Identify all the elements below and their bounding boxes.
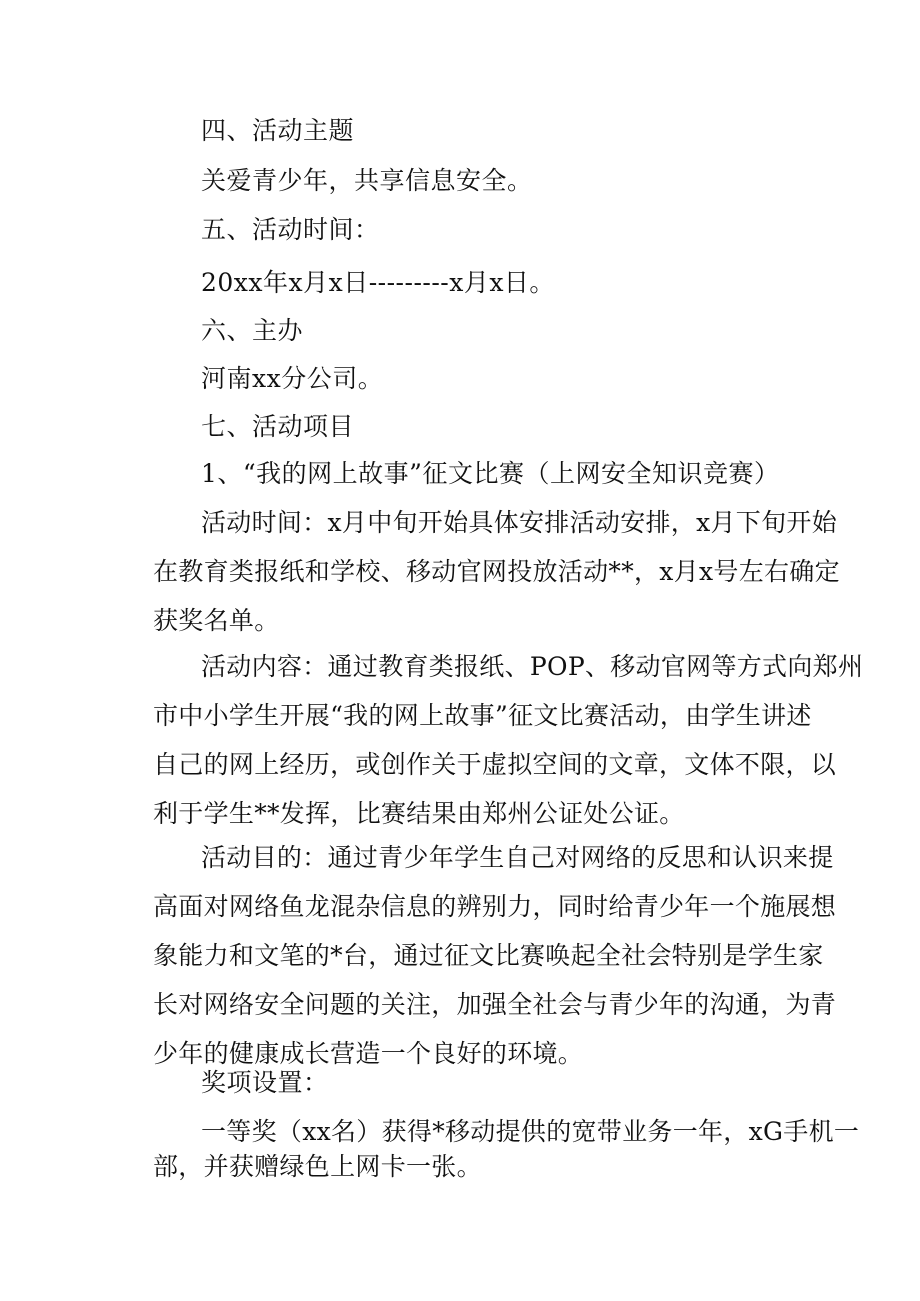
paragraph-line: 少年的健康成长营造一个良好的环境。 bbox=[153, 1039, 584, 1068]
award-1-paragraph bbox=[153, 1117, 860, 1201]
paragraph-line: 活动内容：通过教育类报纸、POP、移动官网等方式向郑州 bbox=[201, 652, 864, 681]
activity-goal-paragraph bbox=[153, 843, 837, 1088]
time-text: 20xx年x月x日---------x月x日。 bbox=[201, 268, 555, 297]
paragraph-line: 象能力和文笔的*台，通过征文比赛唤起全社会特别是学生家 bbox=[153, 941, 824, 970]
paragraph-line: 一等奖（xx名）获得*移动提供的宽带业务一年，xG手机一 bbox=[201, 1117, 860, 1146]
paragraph-line: 利于学生**发挥，比赛结果由郑州公证处公证。 bbox=[153, 799, 685, 828]
paragraph-line: 获奖名单。 bbox=[153, 606, 280, 635]
paragraph-line: 在教育类报纸和学校、移动官网投放活动**，x月x号左右确定 bbox=[153, 557, 840, 586]
activity-time-paragraph bbox=[153, 508, 840, 655]
paragraph-line: 部，并获赠绿色上网卡一张。 bbox=[153, 1152, 482, 1181]
paragraph-line: 市中小学生开展“我的网上故事”征文比赛活动，由学生讲述 bbox=[153, 701, 812, 730]
organizer-text: 河南xx分公司。 bbox=[201, 364, 384, 393]
paragraph-line: 自己的网上经历，或创作关于虚拟空间的文章，文体不限，以 bbox=[153, 750, 837, 779]
paragraph-line: 活动时间：x月中旬开始具体安排活动安排，x月下旬开始 bbox=[201, 508, 838, 537]
heading-4: 四、活动主题 bbox=[201, 116, 355, 145]
heading-7: 七、活动项目 bbox=[201, 412, 355, 441]
paragraph-line: 长对网络安全问题的关注，加强全社会与青少年的沟通，为青 bbox=[153, 990, 837, 1019]
theme-text: 关爱青少年，共享信息安全。 bbox=[201, 166, 533, 195]
paragraph-line: 活动目的：通过青少年学生自己对网络的反思和认识来提 bbox=[201, 843, 834, 872]
activity-content-paragraph bbox=[153, 652, 864, 848]
paragraph-line: 高面对网络鱼龙混杂信息的辨别力，同时给青少年一个施展想 bbox=[153, 892, 837, 921]
item-1-title: 1、“我的网上故事”征文比赛（上网安全知识竞赛） bbox=[201, 459, 780, 488]
heading-6: 六、主办 bbox=[201, 316, 304, 345]
awards-title: 奖项设置： bbox=[201, 1068, 329, 1097]
heading-5: 五、活动时间： bbox=[201, 215, 380, 244]
